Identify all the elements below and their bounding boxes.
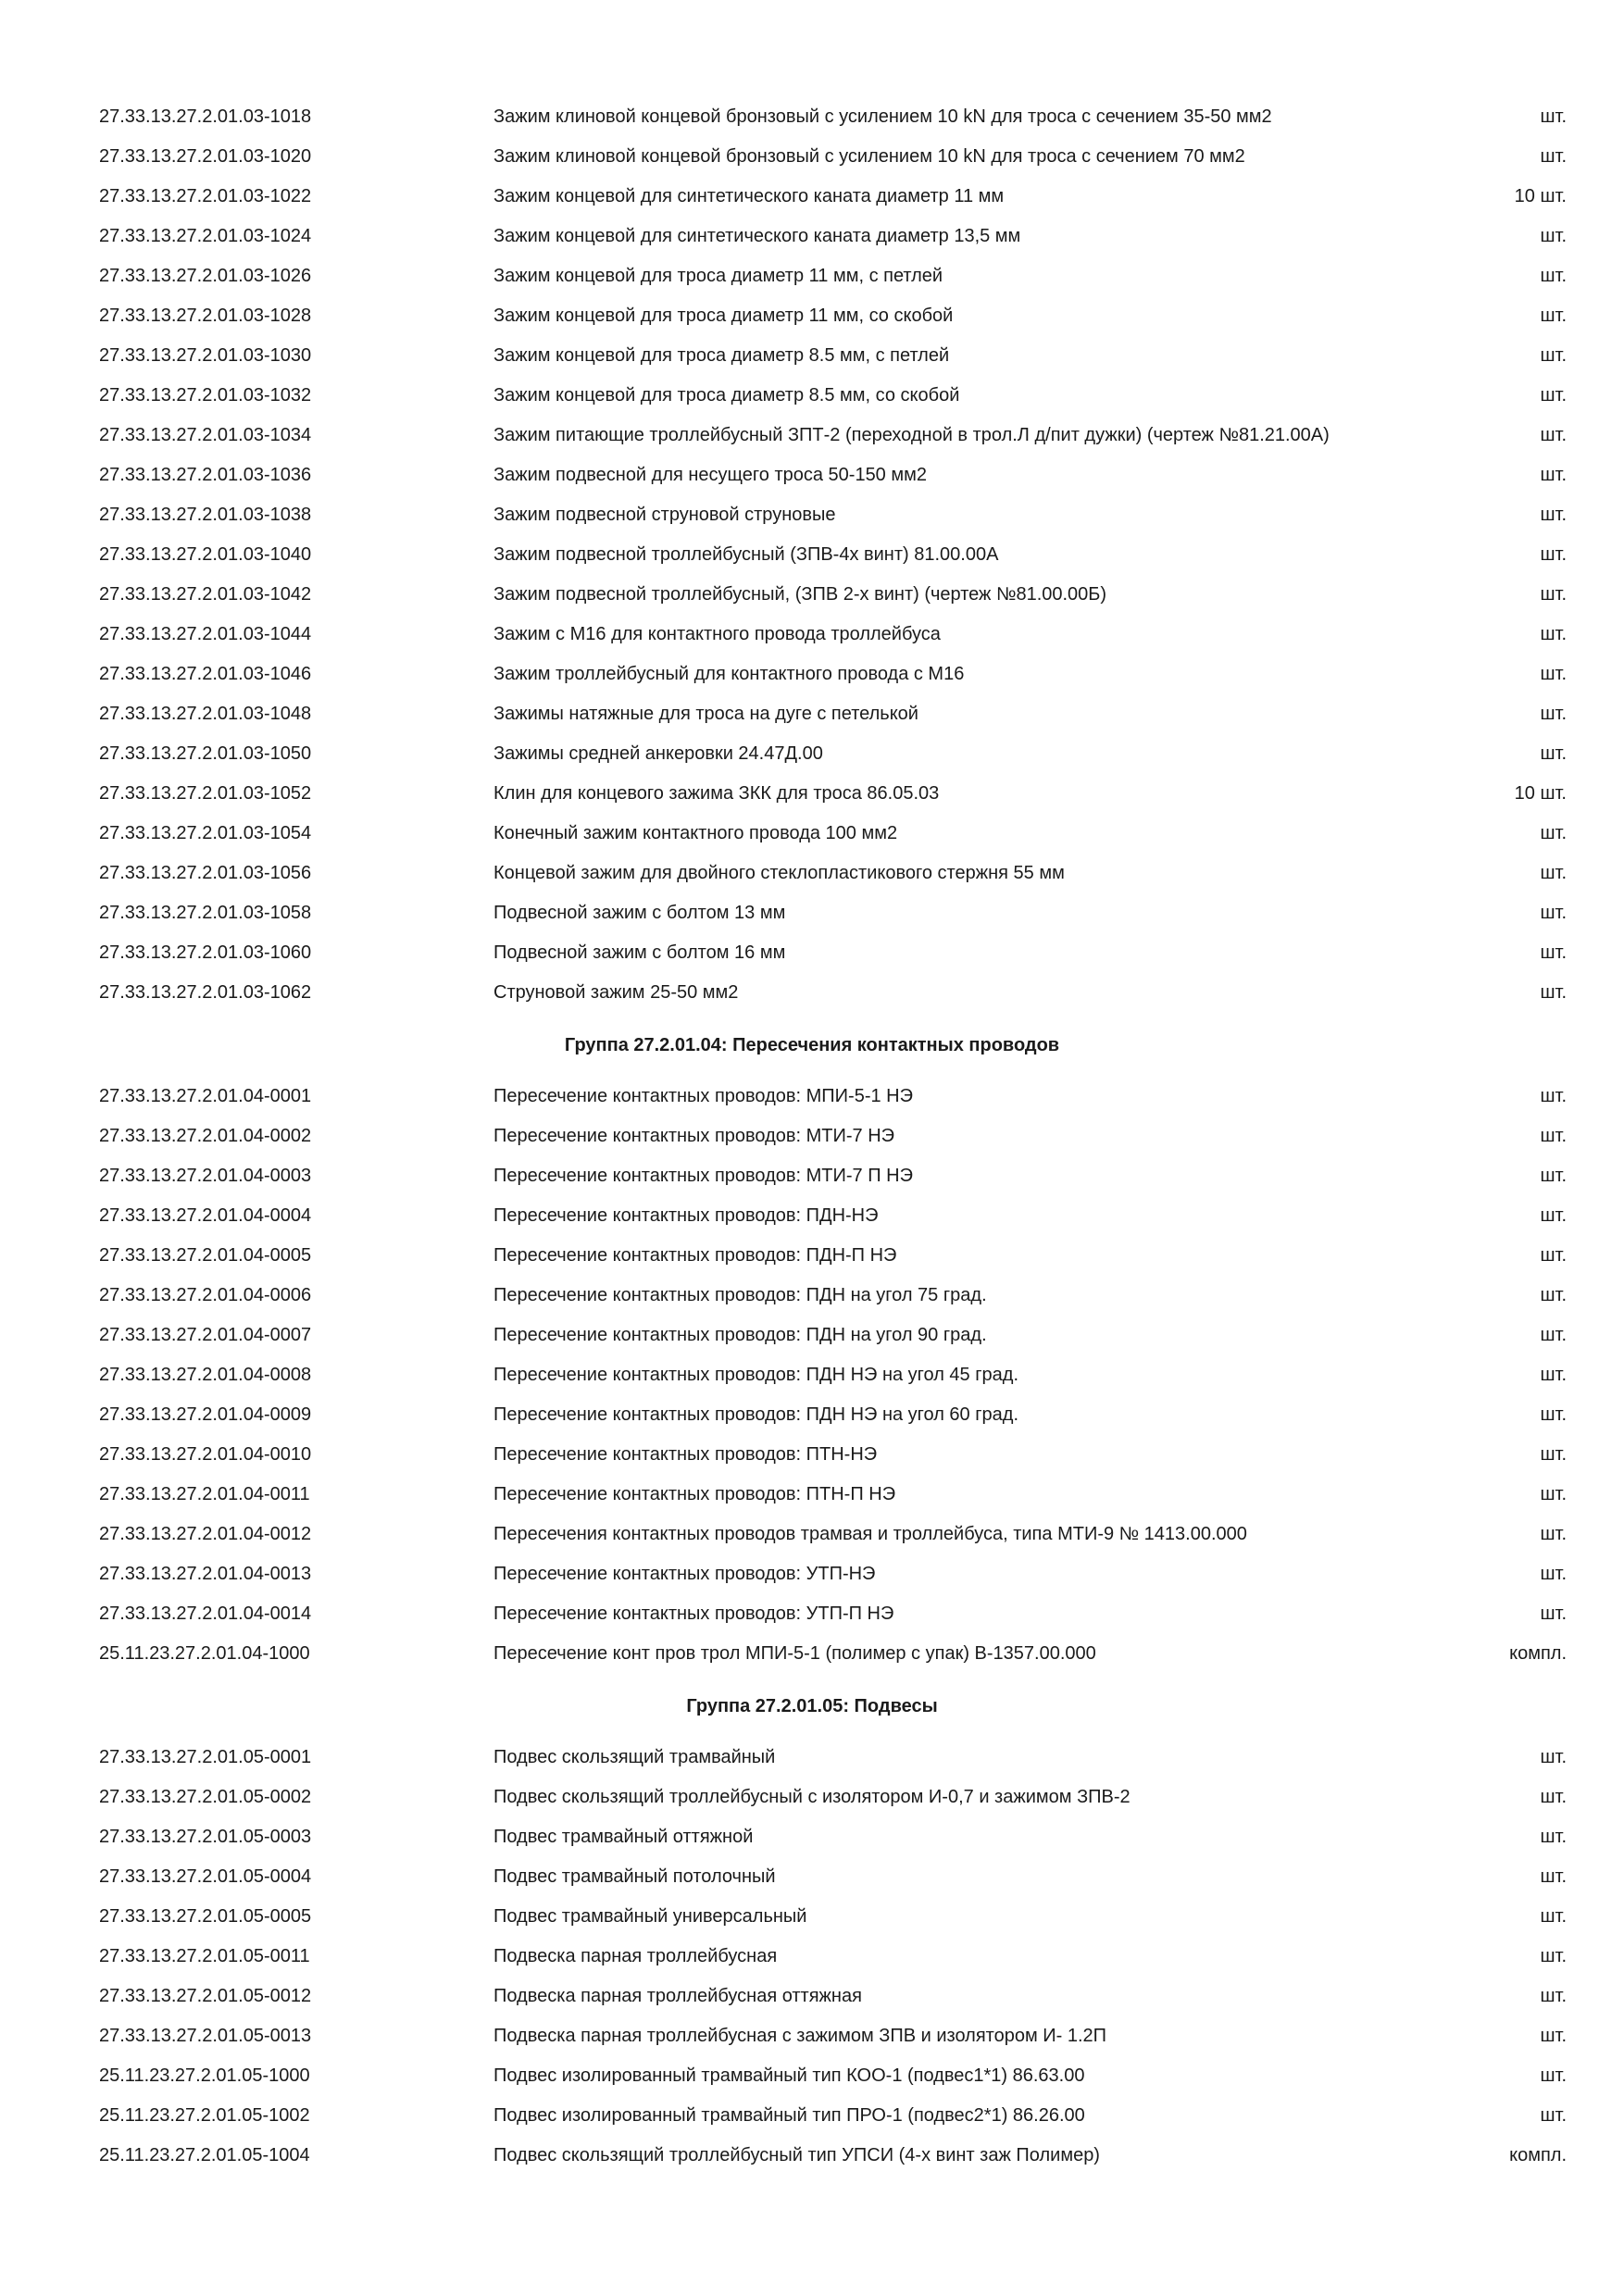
item-code: 27.33.13.27.2.01.03-1040	[99, 544, 312, 565]
item-unit: шт.	[1540, 1906, 1567, 1927]
item-name: Пересечение контактных проводов: ПДН НЭ на угол 60 град.	[493, 1404, 1019, 1425]
item-unit: шт.	[1540, 2065, 1567, 2086]
item-unit: шт.	[1540, 823, 1567, 843]
item-unit: шт.	[1540, 1603, 1567, 1624]
item-code: 25.11.23.27.2.01.04-1000	[99, 1643, 310, 1664]
item-code: 27.33.13.27.2.01.04-0011	[99, 1484, 310, 1504]
item-name: Подвес трамвайный потолочный	[493, 1866, 776, 1887]
item-name: Подвеска парная троллейбусная	[493, 1946, 778, 1966]
item-code: 27.33.13.27.2.01.03-1052	[99, 783, 312, 804]
item-unit: шт.	[1540, 226, 1567, 246]
item-unit: компл.	[1509, 1643, 1567, 1664]
item-name: Подвесной зажим с болтом 13 мм	[493, 903, 786, 923]
item-unit: шт.	[1540, 1827, 1567, 1847]
item-code: 27.33.13.27.2.01.03-1050	[99, 743, 312, 764]
item-name: Зажим концевой для троса диаметр 8.5 мм, со скобой	[493, 385, 960, 406]
item-unit: шт.	[1540, 425, 1567, 445]
item-code: 25.11.23.27.2.01.05-1002	[99, 2105, 310, 2126]
item-name: Подвеска парная троллейбусная с зажимом ЗПВ и изолятором И- 1.2П	[493, 2026, 1107, 2046]
item-name: Пересечение контактных проводов: УТП-П НЭ	[493, 1603, 894, 1624]
item-unit: шт.	[1540, 1946, 1567, 1966]
item-name: Зажим троллейбусный для контактного провода с М16	[493, 664, 965, 684]
item-name: Пересечение контактных проводов: ПДН на угол 75 град.	[493, 1285, 987, 1305]
item-unit: шт.	[1540, 982, 1567, 1003]
item-unit: шт.	[1540, 505, 1567, 525]
item-name: Зажим клиновой концевой бронзовый с усилением 10 kN для троса с сечением 35-50 мм2	[493, 106, 1272, 127]
item-unit: шт.	[1540, 306, 1567, 326]
table-row	[0, 656, 1624, 696]
item-code: 27.33.13.27.2.01.03-1060	[99, 942, 312, 963]
item-unit: шт.	[1540, 266, 1567, 286]
table-row	[0, 1079, 1624, 1118]
table-row	[0, 298, 1624, 338]
item-code: 27.33.13.27.2.01.03-1042	[99, 584, 312, 605]
item-name: Подвес трамвайный оттяжной	[493, 1827, 754, 1847]
item-name: Пересечение контактных проводов: ПДН-П НЭ	[493, 1245, 897, 1266]
item-name: Зажим клиновой концевой бронзовый с усилением 10 kN для троса с сечением 70 мм2	[493, 146, 1245, 167]
item-name: Пересечение контактных проводов: УТП-НЭ	[493, 1564, 876, 1584]
item-unit: шт.	[1540, 465, 1567, 485]
item-name: Зажим концевой для троса диаметр 11 мм, с петлей	[493, 266, 943, 286]
item-name: Зажим питающие троллейбусный ЗПТ-2 (переходной в трол.Л д/пит дужки) (чертеж №81.21.00А)	[493, 425, 1330, 445]
table-row	[0, 1238, 1624, 1278]
table-row	[0, 1118, 1624, 1158]
table-row	[0, 497, 1624, 537]
table-row	[0, 1596, 1624, 1636]
item-name: Подвес скользящий троллейбусный с изолятором И-0,7 и зажимом ЗПВ-2	[493, 1787, 1131, 1807]
item-unit: шт.	[1540, 863, 1567, 883]
item-name: Зажим концевой для троса диаметр 11 мм, со скобой	[493, 306, 954, 326]
item-name: Зажим с М16 для контактного провода троллейбуса	[493, 624, 941, 644]
item-unit: шт.	[1540, 1086, 1567, 1106]
item-code: 27.33.13.27.2.01.03-1036	[99, 465, 312, 485]
item-code: 27.33.13.27.2.01.05-0005	[99, 1906, 312, 1927]
item-name: Зажим подвесной для несущего троса 50-150 мм2	[493, 465, 927, 485]
item-unit: шт.	[1540, 584, 1567, 605]
item-name: Клин для концевого зажима ЗКК для троса 86.05.03	[493, 783, 940, 804]
table-row	[0, 895, 1624, 935]
item-name: Струновой зажим 25-50 мм2	[493, 982, 739, 1003]
item-code: 27.33.13.27.2.01.03-1018	[99, 106, 312, 127]
table-row	[0, 338, 1624, 378]
item-name: Подвесной зажим с болтом 16 мм	[493, 942, 786, 963]
item-name: Пересечение конт пров трол МПИ-5-1 (полимер с упак) В-1357.00.000	[493, 1643, 1096, 1664]
table-row	[0, 2138, 1624, 2177]
item-unit: шт.	[1540, 1444, 1567, 1465]
item-code: 27.33.13.27.2.01.05-0012	[99, 1986, 312, 2006]
item-code: 27.33.13.27.2.01.03-1024	[99, 226, 312, 246]
item-code: 27.33.13.27.2.01.04-0001	[99, 1086, 312, 1106]
item-unit: шт.	[1540, 704, 1567, 724]
item-code: 25.11.23.27.2.01.05-1000	[99, 2065, 310, 2086]
item-code: 27.33.13.27.2.01.05-0002	[99, 1787, 312, 1807]
item-name: Подвес изолированный трамвайный тип КОО-1 (подвес1*1) 86.63.00	[493, 2065, 1085, 2086]
item-code: 27.33.13.27.2.01.03-1034	[99, 425, 312, 445]
item-unit: шт.	[1540, 743, 1567, 764]
item-name: Подвес трамвайный универсальный	[493, 1906, 807, 1927]
item-code: 27.33.13.27.2.01.04-0005	[99, 1245, 312, 1266]
item-name: Пересечение контактных проводов: МТИ-7 НЭ	[493, 1126, 895, 1146]
item-code: 27.33.13.27.2.01.04-0006	[99, 1285, 312, 1305]
item-unit: шт.	[1540, 146, 1567, 167]
table-row	[0, 1859, 1624, 1899]
table-row	[0, 816, 1624, 855]
item-code: 27.33.13.27.2.01.03-1044	[99, 624, 312, 644]
item-code: 27.33.13.27.2.01.03-1022	[99, 186, 312, 206]
table-row	[0, 179, 1624, 218]
table-row	[0, 218, 1624, 258]
table-row	[0, 1556, 1624, 1596]
item-unit: шт.	[1540, 1325, 1567, 1345]
item-unit: компл.	[1509, 2145, 1567, 2165]
item-code: 27.33.13.27.2.01.03-1020	[99, 146, 312, 167]
item-unit: шт.	[1540, 1986, 1567, 2006]
item-unit: 10 шт.	[1514, 783, 1567, 804]
item-name: Зажим подвесной троллейбусный (ЗПВ-4х винт) 81.00.00А	[493, 544, 999, 565]
item-unit: шт.	[1540, 1285, 1567, 1305]
item-code: 27.33.13.27.2.01.04-0009	[99, 1404, 312, 1425]
table-row	[0, 99, 1624, 139]
item-name: Пересечение контактных проводов: ПДН на угол 90 град.	[493, 1325, 987, 1345]
table-row	[0, 1198, 1624, 1238]
table-row	[0, 1278, 1624, 1317]
table-row	[0, 1899, 1624, 1939]
item-code: 27.33.13.27.2.01.05-0004	[99, 1866, 312, 1887]
item-unit: шт.	[1540, 1747, 1567, 1767]
table-row	[0, 2098, 1624, 2138]
item-unit: шт.	[1540, 1126, 1567, 1146]
item-code: 25.11.23.27.2.01.05-1004	[99, 2145, 310, 2165]
item-name: Пересечение контактных проводов: МПИ-5-1 НЭ	[493, 1086, 913, 1106]
table-row	[0, 1437, 1624, 1477]
table-row	[0, 577, 1624, 617]
item-code: 27.33.13.27.2.01.05-0001	[99, 1747, 312, 1767]
table-row	[0, 1516, 1624, 1556]
item-name: Подвес скользящий трамвайный	[493, 1747, 776, 1767]
item-code: 27.33.13.27.2.01.04-0010	[99, 1444, 312, 1465]
item-name: Подвеска парная троллейбусная оттяжная	[493, 1986, 862, 2006]
item-code: 27.33.13.27.2.01.03-1030	[99, 345, 312, 366]
table-row	[0, 617, 1624, 656]
item-code: 27.33.13.27.2.01.05-0003	[99, 1827, 312, 1847]
table-row	[0, 1158, 1624, 1198]
item-unit: шт.	[1540, 1564, 1567, 1584]
table-row	[0, 1740, 1624, 1779]
table-row	[0, 1779, 1624, 1819]
item-code: 27.33.13.27.2.01.04-0014	[99, 1603, 312, 1624]
item-name: Зажим концевой для синтетического каната диаметр 13,5 мм	[493, 226, 1021, 246]
item-name: Пересечение контактных проводов: ПДН-НЭ	[493, 1205, 879, 1226]
item-name: Пересечения контактных проводов трамвая и троллейбуса, типа МТИ-9 № 1413.00.000	[493, 1524, 1247, 1544]
item-code: 27.33.13.27.2.01.03-1056	[99, 863, 312, 883]
table-row	[0, 258, 1624, 298]
item-code: 27.33.13.27.2.01.03-1058	[99, 903, 312, 923]
item-name: Пересечение контактных проводов: ПТН-НЭ	[493, 1444, 878, 1465]
table-row	[0, 1939, 1624, 1978]
table-row	[0, 1397, 1624, 1437]
item-code: 27.33.13.27.2.01.03-1062	[99, 982, 312, 1003]
item-code: 27.33.13.27.2.01.03-1048	[99, 704, 312, 724]
item-unit: шт.	[1540, 385, 1567, 406]
item-unit: шт.	[1540, 1866, 1567, 1887]
table-row	[0, 1357, 1624, 1397]
table-row	[0, 1636, 1624, 1676]
item-name: Пересечение контактных проводов: ПДН НЭ на угол 45 град.	[493, 1365, 1019, 1385]
item-code: 27.33.13.27.2.01.05-0011	[99, 1946, 310, 1966]
item-name: Конечный зажим контактного провода 100 мм2	[493, 823, 898, 843]
item-name: Зажим подвесной струновой струновые	[493, 505, 836, 525]
item-unit: шт.	[1540, 1484, 1567, 1504]
item-name: Подвес скользящий троллейбусный тип УПСИ (4-х винт заж Полимер)	[493, 2145, 1100, 2165]
table-row	[0, 855, 1624, 895]
item-name: Пересечение контактных проводов: ПТН-П НЭ	[493, 1484, 896, 1504]
group-heading-27-2-01-04: Группа 27.2.01.04: Пересечения контактных проводов	[564, 1035, 1060, 1055]
section-contact-wire-crossings	[0, 1079, 1624, 1676]
group-heading-27-2-01-05: Группа 27.2.01.05: Подвесы	[686, 1696, 938, 1716]
item-code: 27.33.13.27.2.01.05-0013	[99, 2026, 312, 2046]
item-unit: шт.	[1540, 2026, 1567, 2046]
table-row	[0, 1978, 1624, 2018]
table-row	[0, 696, 1624, 736]
item-code: 27.33.13.27.2.01.03-1046	[99, 664, 312, 684]
item-name: Концевой зажим для двойного стеклопластикового стержня 55 мм	[493, 863, 1065, 883]
item-unit: шт.	[1540, 2105, 1567, 2126]
table-row	[0, 537, 1624, 577]
item-name: Зажимы натяжные для троса на дуге с петелькой	[493, 704, 918, 724]
table-row	[0, 457, 1624, 497]
table-row	[0, 1477, 1624, 1516]
item-unit: шт.	[1540, 1787, 1567, 1807]
item-code: 27.33.13.27.2.01.04-0012	[99, 1524, 312, 1544]
item-code: 27.33.13.27.2.01.03-1028	[99, 306, 312, 326]
table-row	[0, 975, 1624, 1015]
table-row	[0, 378, 1624, 418]
item-unit: шт.	[1540, 106, 1567, 127]
item-unit: шт.	[1540, 664, 1567, 684]
item-name: Подвес изолированный трамвайный тип ПРО-1 (подвес2*1) 86.26.00	[493, 2105, 1085, 2126]
table-row	[0, 418, 1624, 457]
item-code: 27.33.13.27.2.01.04-0002	[99, 1126, 312, 1146]
item-name: Зажимы средней анкеровки 24.47Д.00	[493, 743, 823, 764]
section-hangers	[0, 1740, 1624, 2177]
table-row	[0, 935, 1624, 975]
item-unit: шт.	[1540, 1365, 1567, 1385]
item-code: 27.33.13.27.2.01.03-1032	[99, 385, 312, 406]
item-unit: шт.	[1540, 1404, 1567, 1425]
item-code: 27.33.13.27.2.01.04-0003	[99, 1166, 312, 1186]
item-name: Зажим концевой для троса диаметр 8.5 мм, с петлей	[493, 345, 950, 366]
item-unit: шт.	[1540, 544, 1567, 565]
table-row	[0, 776, 1624, 816]
item-code: 27.33.13.27.2.01.04-0013	[99, 1564, 312, 1584]
item-unit: шт.	[1540, 942, 1567, 963]
item-code: 27.33.13.27.2.01.03-1038	[99, 505, 312, 525]
table-row	[0, 736, 1624, 776]
item-unit: шт.	[1540, 1245, 1567, 1266]
item-unit: шт.	[1540, 1205, 1567, 1226]
item-name: Зажим подвесной троллейбусный, (ЗПВ 2-х винт) (чертеж №81.00.00Б)	[493, 584, 1107, 605]
item-unit: шт.	[1540, 624, 1567, 644]
item-name: Зажим концевой для синтетического каната диаметр 11 мм	[493, 186, 1005, 206]
table-row	[0, 2018, 1624, 2058]
item-unit: шт.	[1540, 903, 1567, 923]
table-row	[0, 1317, 1624, 1357]
item-code: 27.33.13.27.2.01.04-0007	[99, 1325, 312, 1345]
item-unit: шт.	[1540, 1166, 1567, 1186]
table-row	[0, 139, 1624, 179]
item-unit: 10 шт.	[1514, 186, 1567, 206]
item-name: Пересечение контактных проводов: МТИ-7 П НЭ	[493, 1166, 913, 1186]
item-code: 27.33.13.27.2.01.03-1026	[99, 266, 312, 286]
item-code: 27.33.13.27.2.01.04-0008	[99, 1365, 312, 1385]
item-code: 27.33.13.27.2.01.04-0004	[99, 1205, 312, 1226]
section-clamps	[0, 99, 1624, 1015]
item-unit: шт.	[1540, 1524, 1567, 1544]
item-unit: шт.	[1540, 345, 1567, 366]
item-code: 27.33.13.27.2.01.03-1054	[99, 823, 312, 843]
table-row	[0, 1819, 1624, 1859]
table-row	[0, 2058, 1624, 2098]
